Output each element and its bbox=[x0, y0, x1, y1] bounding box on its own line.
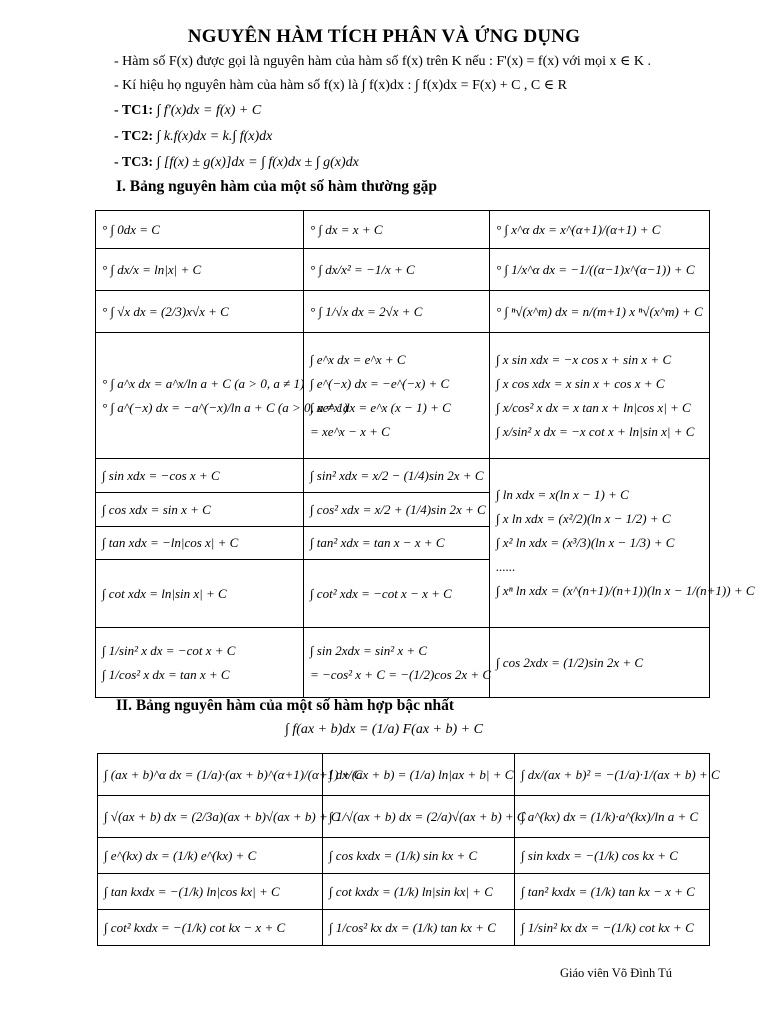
formula-cell bbox=[98, 754, 363, 796]
composite-rule-formula: ∫ f(ax + b)dx = (1/a) F(ax + b) + C bbox=[285, 722, 483, 737]
author-credit: Giáo viên Võ Đình Tú bbox=[559, 966, 672, 980]
table-row bbox=[96, 459, 710, 493]
formula-text: ∫ e^(kx) dx = (1/k) e^(kx) + C bbox=[104, 847, 257, 863]
formula-text: ∫ cot² kxdx = −(1/k) cot kx − x + C bbox=[104, 919, 286, 935]
formula-text: ∫ tan xdx = −ln|cos x| + C bbox=[102, 535, 239, 550]
formula-cell bbox=[490, 211, 710, 249]
tc1-formula: ∫ f'(x)dx = f(x) + C bbox=[156, 103, 262, 118]
formula-cell bbox=[304, 493, 490, 527]
formula-text: ° ∫ a^(−x) dx = −a^(−x)/ln a + C (a > 0, a ≠ 1) bbox=[102, 399, 348, 415]
formula-text: ∫ x cos xdx = x sin x + cos x + C bbox=[496, 375, 665, 391]
table-row bbox=[96, 249, 710, 291]
table-row bbox=[96, 211, 710, 249]
formula-text: ∫ 1/cos² kx dx = (1/k) tan kx + C bbox=[329, 919, 496, 935]
formula-text: ∫ (ax + b)^α dx = (1/a)·(ax + b)^(α+1)/(α+1) + C bbox=[104, 766, 363, 782]
formula-cell bbox=[323, 796, 526, 838]
formula-cell bbox=[98, 874, 323, 910]
formula-cell bbox=[490, 291, 710, 333]
table-row bbox=[98, 838, 710, 874]
formula-text: ∫ tan kxdx = −(1/k) ln|cos kx| + C bbox=[104, 883, 280, 899]
formula-text: ∫ 1/sin² kx dx = −(1/k) cot kx + C bbox=[521, 919, 694, 935]
formula-text: ∫ x ln xdx = (x²/2)(ln x − 1/2) + C bbox=[496, 511, 671, 526]
formula-text: ° ∫ dx = x + C bbox=[310, 221, 383, 237]
formula-text: ∫ cot² xdx = −cot x − x + C bbox=[310, 585, 452, 601]
formula-cell bbox=[515, 796, 710, 838]
tc3-label: - TC3: bbox=[114, 155, 154, 170]
formula-cell bbox=[96, 493, 304, 527]
formula-cell bbox=[96, 211, 304, 249]
formula-text: ...... bbox=[496, 559, 516, 574]
formula-text: ∫ cos kxdx = (1/k) sin kx + C bbox=[329, 847, 478, 863]
formula-cell bbox=[304, 459, 490, 493]
formula-text: ° ∫ 1/√x dx = 2√x + C bbox=[310, 303, 423, 319]
formula-text: ∫ x/sin² x dx = −x cot x + ln|sin x| + C bbox=[496, 423, 695, 439]
formula-cell bbox=[323, 874, 515, 910]
definitions-block bbox=[114, 50, 754, 176]
formula-text: = −cos² x + C = −(1/2)cos 2x + C bbox=[310, 666, 492, 682]
formula-text: ∫ sin 2xdx = sin² x + C bbox=[310, 642, 428, 658]
table-row bbox=[98, 910, 710, 946]
formula-cell bbox=[490, 333, 710, 459]
formula-cell bbox=[490, 459, 755, 628]
formula-text: ∫ sin kxdx = −(1/k) cos kx + C bbox=[521, 847, 678, 863]
formula-text: ∫ xⁿ ln xdx = (x^(n+1)/(n+1))(ln x − 1/(n+1)) + C bbox=[496, 583, 755, 598]
property-tc3 bbox=[114, 150, 754, 176]
formula-cell bbox=[96, 249, 304, 291]
formula-text: ∫ cos² xdx = x/2 + (1/4)sin 2x + C bbox=[310, 501, 486, 517]
formula-text: ∫ dx/(ax + b) = (1/a) ln|ax + b| + C bbox=[329, 766, 514, 782]
formula-cell bbox=[304, 291, 490, 333]
formula-cell bbox=[323, 910, 515, 946]
table-row bbox=[96, 291, 710, 333]
formula-text: ∫ cot kxdx = (1/k) ln|sin kx| + C bbox=[329, 883, 493, 899]
formula-cell bbox=[323, 838, 515, 874]
formula-text: ∫ e^x dx = e^x + C bbox=[310, 351, 406, 367]
formula-text: ∫ dx/(ax + b)² = −(1/a)·1/(ax + b) + C bbox=[521, 766, 720, 782]
composite-antiderivatives-table bbox=[97, 753, 720, 946]
formula-cell bbox=[323, 754, 515, 796]
property-tc2 bbox=[114, 124, 754, 150]
formula-cell bbox=[304, 249, 490, 291]
property-tc1 bbox=[114, 98, 754, 124]
basic-antiderivatives-table bbox=[95, 210, 755, 698]
formula-cell bbox=[515, 874, 710, 910]
section-1-title: I. Bảng nguyên hàm của một số hàm thường gặp bbox=[116, 178, 438, 195]
formula-cell bbox=[98, 910, 323, 946]
formula-cell bbox=[96, 560, 304, 628]
formula-cell bbox=[515, 910, 710, 946]
formula-text: ∫ e^(−x) dx = −e^(−x) + C bbox=[310, 375, 450, 391]
table-row bbox=[96, 628, 710, 698]
formula-cell bbox=[96, 291, 304, 333]
formula-text: ° ∫ a^x dx = a^x/ln a + C (a > 0, a ≠ 1) bbox=[102, 375, 305, 391]
table-row bbox=[98, 874, 710, 910]
tc2-formula: ∫ k.f(x)dx = k.∫ f(x)dx bbox=[156, 129, 273, 144]
definition-line-2: - Kí hiệu họ nguyên hàm của hàm số f(x) là ∫ f(x)dx : ∫ f(x)dx = F(x) + C , C ∈ R bbox=[114, 78, 567, 93]
formula-text: ∫ a^(kx) dx = (1/k)·a^(kx)/ln a + C bbox=[521, 808, 699, 824]
formula-cell bbox=[304, 333, 490, 459]
formula-cell bbox=[304, 211, 490, 249]
formula-text: ∫ tan² xdx = tan x − x + C bbox=[310, 535, 445, 550]
formula-text: ∫ x/cos² x dx = x tan x + ln|cos x| + C bbox=[496, 399, 691, 415]
section-2-title: II. Bảng nguyên hàm của một số hàm hợp bậc nhất bbox=[116, 697, 455, 714]
formula-cell bbox=[490, 249, 710, 291]
formula-text: ∫ tan² kxdx = (1/k) tan kx − x + C bbox=[521, 883, 695, 899]
table-row bbox=[98, 754, 710, 796]
formula-text: ∫ 1/√(ax + b) dx = (2/a)√(ax + b) + C bbox=[329, 808, 526, 824]
formula-text: ° ∫ x^α dx = x^(α+1)/(α+1) + C bbox=[496, 221, 661, 237]
formula-cell bbox=[96, 527, 304, 560]
formula-text: ° ∫ dx/x = ln|x| + C bbox=[102, 261, 202, 277]
formula-text: = xe^x − x + C bbox=[310, 423, 390, 439]
formula-text: ∫ sin xdx = −cos x + C bbox=[102, 467, 220, 483]
formula-text: ∫ cos 2xdx = (1/2)sin 2x + C bbox=[496, 654, 644, 670]
formula-text: ∫ 1/cos² x dx = tan x + C bbox=[102, 666, 230, 682]
formula-cell bbox=[304, 527, 490, 560]
formula-cell bbox=[98, 838, 323, 874]
formula-text: ° ∫ dx/x² = −1/x + C bbox=[310, 261, 415, 277]
tc1-label: - TC1: bbox=[114, 103, 154, 118]
page-title: NGUYÊN HÀM TÍCH PHÂN VÀ ỨNG DỤNG bbox=[187, 26, 581, 47]
formula-text: ° ∫ √x dx = (2/3)x√x + C bbox=[102, 303, 229, 319]
formula-text: ∫ cos xdx = sin x + C bbox=[102, 501, 211, 517]
tc2-label: - TC2: bbox=[114, 129, 154, 144]
definition-line-1: - Hàm số F(x) được gọi là nguyên hàm của hàm số f(x) trên K nếu : F'(x) = f(x) với mọi x ∈ K . bbox=[114, 54, 651, 69]
formula-text: ∫ x sin xdx = −x cos x + sin x + C bbox=[496, 351, 672, 367]
table-row bbox=[98, 796, 710, 838]
formula-cell bbox=[490, 628, 710, 698]
tc3-formula: ∫ [f(x) ± g(x)]dx = ∫ f(x)dx ± ∫ g(x)dx bbox=[156, 155, 359, 170]
formula-cell bbox=[96, 628, 304, 698]
formula-cell bbox=[98, 796, 340, 838]
table-row bbox=[96, 333, 710, 459]
formula-text: ∫ cot xdx = ln|sin x| + C bbox=[102, 585, 227, 601]
formula-text: ° ∫ ⁿ√(x^m) dx = n/(m+1) x ⁿ√(x^m) + C bbox=[496, 303, 703, 319]
formula-cell bbox=[515, 838, 710, 874]
formula-text: ∫ x² ln xdx = (x³/3)(ln x − 1/3) + C bbox=[496, 535, 675, 550]
formula-text: ∫ √(ax + b) dx = (2/3a)(ax + b)√(ax + b) + C bbox=[104, 808, 340, 824]
formula-cell bbox=[304, 628, 490, 698]
formula-text: ∫ sin² xdx = x/2 − (1/4)sin 2x + C bbox=[310, 467, 484, 483]
formula-text: ∫ ln xdx = x(ln x − 1) + C bbox=[496, 487, 629, 502]
formula-text: ∫ xe^x dx = e^x (x − 1) + C bbox=[310, 399, 451, 415]
formula-text: ° ∫ 1/x^α dx = −1/((α−1)x^(α−1)) + C bbox=[496, 261, 695, 277]
formula-cell bbox=[515, 754, 720, 796]
formula-cell bbox=[304, 560, 490, 628]
formula-text: ∫ 1/sin² x dx = −cot x + C bbox=[102, 642, 236, 658]
formula-text: ° ∫ 0dx = C bbox=[102, 221, 160, 237]
formula-cell bbox=[96, 333, 348, 459]
formula-cell bbox=[96, 459, 304, 493]
